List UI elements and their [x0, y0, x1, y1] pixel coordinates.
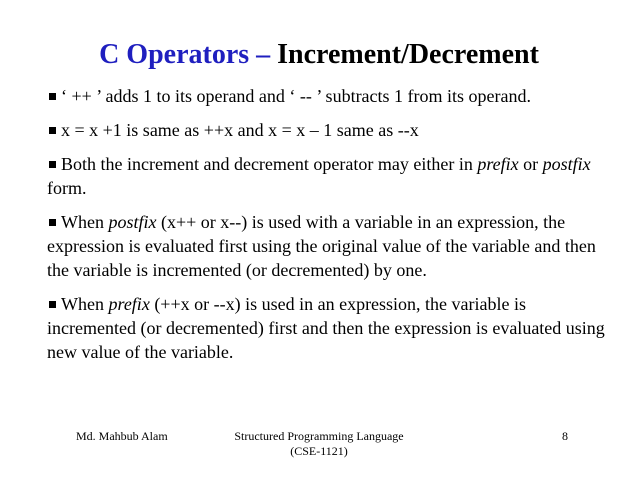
- bullet-item: [47, 292, 607, 364]
- footer-course-code: (CSE-1121): [290, 444, 348, 458]
- bullet-emphasis: prefix: [108, 294, 150, 314]
- page-number: 8: [562, 429, 568, 443]
- bullet-emphasis: postfix: [542, 154, 591, 174]
- square-bullet-icon: [49, 219, 56, 226]
- square-bullet-icon: [49, 301, 56, 308]
- bullet-text: ‘ ++ ’ adds 1 to its operand and ‘ -- ’ subtracts 1 from its operand.: [61, 86, 532, 106]
- bullet-text: Both the increment and decrement operator may either in: [61, 154, 478, 174]
- bullet-text: (++x or --x) is used in an expression, the variable is incremented (or decremented) first and then the expression is evaluated using new value of the variable.: [47, 294, 605, 362]
- bullet-text: (x++ or x--) is used with a variable in an expression, the expression is evaluated first using the original value of the variable and then the variable is incremented (or decremented) by one.: [47, 212, 596, 280]
- bullet-text: When: [61, 212, 109, 232]
- square-bullet-icon: [49, 93, 56, 100]
- slide-title-subtopic: Increment/Decrement: [277, 39, 539, 70]
- bullet-text: When: [61, 294, 109, 314]
- bullet-item: [47, 118, 607, 142]
- bullet-text: or: [518, 154, 543, 174]
- footer-course: [219, 429, 419, 459]
- slide-title: [0, 38, 638, 72]
- bullet-item: [47, 84, 607, 108]
- bullet-list: [47, 84, 607, 374]
- footer-course-name: Structured Programming Language: [234, 429, 404, 443]
- bullet-text: x = x +1 is same as ++x and x = x – 1 same as --x: [61, 120, 419, 140]
- footer-author: Md. Mahbub Alam: [76, 429, 168, 443]
- square-bullet-icon: [49, 161, 56, 168]
- square-bullet-icon: [49, 127, 56, 134]
- slide-title-topic: C Operators –: [99, 39, 271, 70]
- bullet-item: [47, 152, 607, 200]
- bullet-emphasis: prefix: [477, 154, 519, 174]
- bullet-text: form.: [47, 178, 87, 198]
- bullet-emphasis: postfix: [108, 212, 157, 232]
- bullet-item: [47, 210, 607, 282]
